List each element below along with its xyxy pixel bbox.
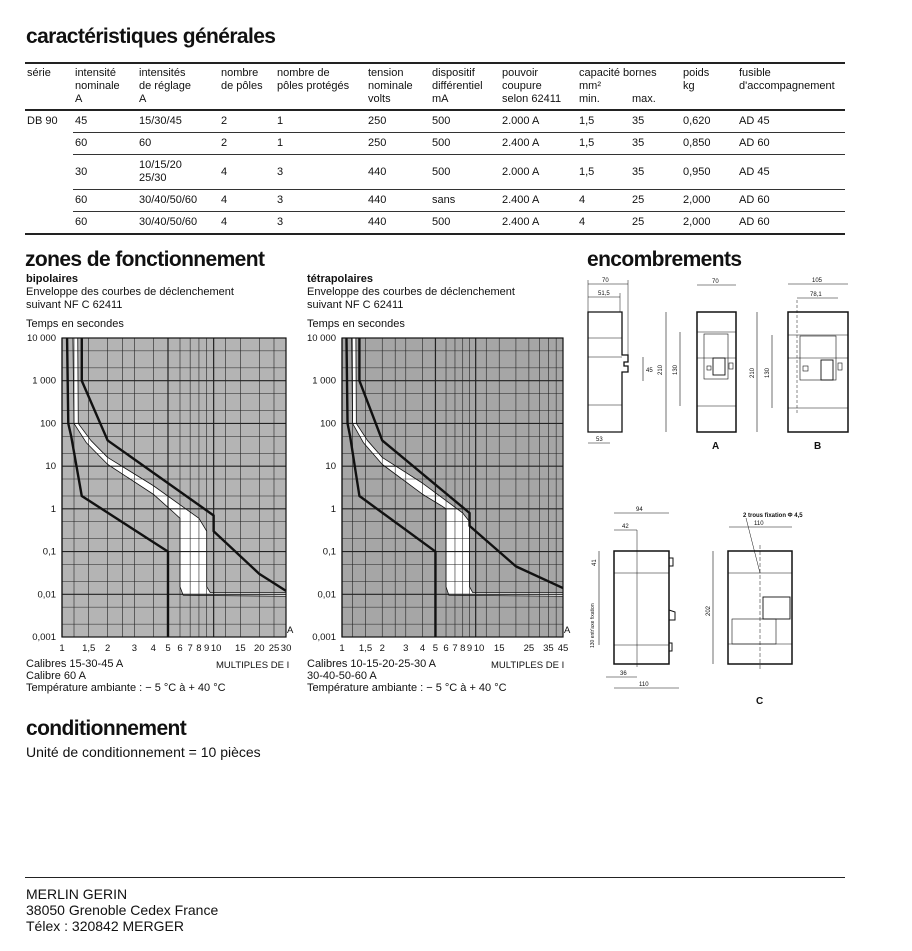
x-tick-label: 9: [466, 643, 473, 654]
y-tick-label: 0,001: [32, 632, 56, 643]
y-tick-label: 0,1: [42, 546, 56, 558]
cell-voltage: 440: [366, 190, 430, 212]
tetrapolar-subtitle: tétrapolaires: [307, 273, 374, 285]
x-tick-label: 45: [557, 643, 569, 654]
dim-c-fix: 130 entr'axe fixation: [590, 603, 596, 648]
col-reglage: intensités de réglage A: [137, 63, 219, 110]
cell-nominal: 60: [73, 190, 137, 212]
col-breaking: pouvoir coupure selon 62411: [500, 63, 577, 110]
cell-poles: 4: [219, 190, 275, 212]
x-tick-label: 8: [196, 643, 202, 654]
cell-nominal: 60: [73, 133, 137, 155]
y-tick-label: 1 000: [32, 375, 56, 387]
drawing-b-label: B: [814, 441, 822, 452]
dim-c-top: 41: [592, 559, 598, 566]
cell-nominal: 30: [73, 155, 137, 190]
cell-differential: 500: [430, 133, 500, 155]
bipolar-caption: Température ambiante : − 5 °C à + 40 °C: [26, 682, 226, 694]
y-tick-label: 100: [40, 418, 56, 430]
x-tick-label: 30: [280, 643, 292, 654]
drawing-c-front: [706, 513, 803, 707]
tetrapolar-desc: Enveloppe des courbes de déclenchement: [307, 286, 515, 298]
section-title-zones: zones de fonctionnement: [25, 248, 265, 271]
x-tick-label: 1,5: [358, 643, 373, 654]
x-tick-label: 10: [473, 643, 485, 654]
cell-breaking: 2.400 A: [500, 190, 577, 212]
axis-end-label: A: [564, 625, 571, 636]
cell-max: 35: [630, 110, 681, 133]
cell-reglage: 15/30/45: [137, 110, 219, 133]
col-differential: dispositif différentiel mA: [430, 63, 500, 110]
x-tick-label: 25: [268, 643, 280, 654]
dim-a-width: 70: [712, 279, 719, 285]
x-tick-label: 6: [177, 643, 183, 654]
dim-a-height: 210: [658, 364, 664, 375]
cell-reglage: 60: [137, 133, 219, 155]
cell-differential: 500: [430, 110, 500, 133]
y-tick-label: 1: [50, 503, 56, 515]
cell-nominal: 60: [73, 212, 137, 235]
bipolar-subtitle: bipolaires: [26, 273, 78, 285]
bipolar-desc: Enveloppe des courbes de déclenchement: [26, 286, 234, 298]
dim-side-depth: 51,5: [598, 291, 610, 297]
y-tick-label: 10 000: [26, 333, 56, 344]
y-tick-label: 1: [330, 503, 336, 515]
dim-b-width: 105: [812, 278, 823, 284]
tetrapolar-ylabel: Temps en secondes: [307, 318, 405, 330]
drawing-b: [750, 278, 848, 452]
footer-address: 38050 Grenoble Cedex France: [26, 902, 219, 918]
cell-fuse: AD 45: [737, 110, 845, 133]
dim-side-base: 53: [596, 437, 603, 443]
cell-breaking: 2.400 A: [500, 133, 577, 155]
cell-max: 25: [630, 212, 681, 235]
conditionnement-text: Unité de conditionnement = 10 pièces: [26, 744, 261, 760]
bipolar-desc: suivant NF C 62411: [26, 299, 123, 311]
cell-protected: 1: [275, 133, 366, 155]
drawing-a-label: A: [712, 441, 720, 452]
x-tick-label: 7: [452, 643, 458, 654]
col-voltage: tension nominale volts: [366, 63, 430, 110]
y-tick-label: 0,001: [312, 632, 336, 643]
cell-serie: DB 90: [27, 115, 58, 127]
footer-divider: [25, 877, 845, 878]
cell-nominal: 45: [73, 110, 137, 133]
cell-weight: 0,950: [681, 155, 737, 190]
cell-voltage: 250: [366, 110, 430, 133]
x-tick-label: 5: [432, 643, 439, 654]
x-tick-label: 15: [493, 643, 505, 654]
cell-min: 1,5: [577, 155, 630, 190]
section-title-conditionnement: conditionnement: [26, 717, 187, 740]
x-tick-label: 3: [403, 643, 409, 654]
drawing-c-side: [590, 507, 679, 688]
cell-voltage: 440: [366, 212, 430, 235]
cell-fuse: AD 60: [737, 190, 845, 212]
col-protected: nombre de pôles protégés: [275, 63, 366, 110]
bipolar-ylabel: Temps en secondes: [26, 318, 124, 330]
col-serie: série: [25, 63, 73, 110]
col-fuse: fusible d'accompagnement: [737, 63, 845, 110]
cell-fuse: AD 60: [737, 212, 845, 235]
dim-c-height: 202: [706, 605, 712, 616]
bipolar-caption: Calibre 60 A: [26, 670, 86, 682]
dim-c-width: 94: [636, 507, 643, 513]
dim-c-depth: 110: [639, 682, 649, 688]
tetrapolar-caption: Température ambiante : − 5 °C à + 40 °C: [307, 682, 507, 694]
cell-differential: sans: [430, 190, 500, 212]
cell-differential: 500: [430, 212, 500, 235]
x-tick-label: 9: [204, 643, 210, 654]
cell-breaking: 2.000 A: [500, 110, 577, 133]
bipolar-xlabel: MULTIPLES DE I: [216, 660, 290, 671]
cell-protected: 3: [275, 155, 366, 190]
x-tick-label: 7: [187, 643, 193, 654]
y-tick-label: 0,01: [317, 589, 336, 601]
x-tick-label: 25: [523, 643, 535, 654]
cell-protected: 3: [275, 212, 366, 235]
y-tick-label: 10 000: [306, 333, 336, 344]
x-tick-label: 10: [210, 643, 222, 654]
x-tick-label: 15: [235, 643, 246, 654]
cell-poles: 2: [219, 110, 275, 133]
x-tick-label: 3: [131, 643, 138, 654]
x-tick-label: 4: [150, 643, 156, 654]
x-tick-label: 5: [165, 643, 171, 654]
x-tick-label: 8: [460, 643, 466, 654]
axis-end-label: A: [287, 625, 294, 636]
y-tick-label: 0,01: [37, 589, 56, 601]
y-tick-label: 100: [320, 418, 336, 430]
x-tick-label: 1: [59, 643, 65, 654]
cell-max: 25: [630, 190, 681, 212]
dim-c-offset: 42: [622, 524, 629, 530]
cell-min: 1,5: [577, 133, 630, 155]
cell-fuse: AD 45: [737, 155, 845, 190]
x-tick-label: 2: [379, 643, 385, 654]
cell-protected: 1: [275, 110, 366, 133]
col-nominal: intensité nominale A: [73, 63, 137, 110]
x-tick-label: 1: [339, 643, 345, 654]
section-title-encombrements: encombrements: [587, 248, 742, 271]
dim-b-height: 210: [750, 367, 756, 378]
col-poles: nombre de pôles: [219, 63, 275, 110]
dim-side-rail: 45: [646, 368, 653, 374]
x-tick-label: 1,5: [82, 643, 96, 654]
y-tick-label: 1 000: [312, 375, 336, 387]
cell-reglage: 30/40/50/60: [137, 212, 219, 235]
tetrapolar-caption: Calibres 10-15-20-25-30 A: [307, 658, 437, 670]
drawing-c-label: C: [756, 696, 764, 707]
dim-c-bottom-offset: 36: [620, 671, 627, 677]
cell-voltage: 250: [366, 133, 430, 155]
cell-weight: 0,620: [681, 110, 737, 133]
cell-differential: 500: [430, 155, 500, 190]
col-weight: poids kg: [681, 63, 737, 110]
cell-breaking: 2.000 A: [500, 155, 577, 190]
cell-weight: 0,850: [681, 133, 737, 155]
y-tick-label: 10: [45, 461, 56, 473]
drawing-a: [658, 279, 736, 452]
cell-fuse: AD 60: [737, 133, 845, 155]
y-tick-label: 10: [325, 461, 336, 473]
drawing-side-view: [588, 278, 653, 443]
x-tick-label: 4: [419, 643, 426, 654]
cell-max: 35: [630, 155, 681, 190]
cell-protected: 3: [275, 190, 366, 212]
tetrapolar-xlabel: MULTIPLES DE I: [491, 660, 565, 671]
dim-a-fix: 130: [673, 364, 679, 375]
cell-min: 1,5: [577, 110, 630, 133]
x-tick-label: 35: [543, 643, 554, 654]
cell-reglage: 30/40/50/60: [137, 190, 219, 212]
dim-side-width: 70: [602, 278, 609, 284]
x-tick-label: 6: [443, 643, 449, 654]
section-title-characteristics: caractéristiques générales: [26, 25, 276, 48]
x-tick-label: 2: [105, 643, 111, 654]
tetrapolar-desc: suivant NF C 62411: [307, 299, 404, 311]
cell-poles: 2: [219, 133, 275, 155]
cell-max: 35: [630, 133, 681, 155]
cell-voltage: 440: [366, 155, 430, 190]
cell-poles: 4: [219, 212, 275, 235]
y-tick-label: 0,1: [322, 546, 336, 558]
x-tick-label: 20: [254, 643, 265, 654]
bipolar-caption: Calibres 15-30-45 A: [26, 658, 124, 670]
col-capacity: capacité bornes mm² min. max.: [577, 63, 681, 110]
dim-b-inner: 78,1: [810, 292, 822, 298]
cell-min: 4: [577, 212, 630, 235]
cell-reglage: 10/15/20 25/30: [137, 155, 219, 190]
footer-company: MERLIN GERIN: [26, 886, 128, 902]
cell-weight: 2,000: [681, 190, 737, 212]
cell-min: 4: [577, 190, 630, 212]
dim-b-fix: 130: [765, 367, 771, 378]
cell-weight: 2,000: [681, 212, 737, 235]
cell-breaking: 2.400 A: [500, 212, 577, 235]
dim-c-holes: 2 trous fixation Φ 4,5: [743, 513, 803, 519]
footer-telex: Télex : 320842 MERGER: [26, 918, 184, 934]
dim-c-front-width: 110: [754, 521, 764, 527]
cell-poles: 4: [219, 155, 275, 190]
tetrapolar-caption: 30-40-50-60 A: [307, 670, 377, 682]
